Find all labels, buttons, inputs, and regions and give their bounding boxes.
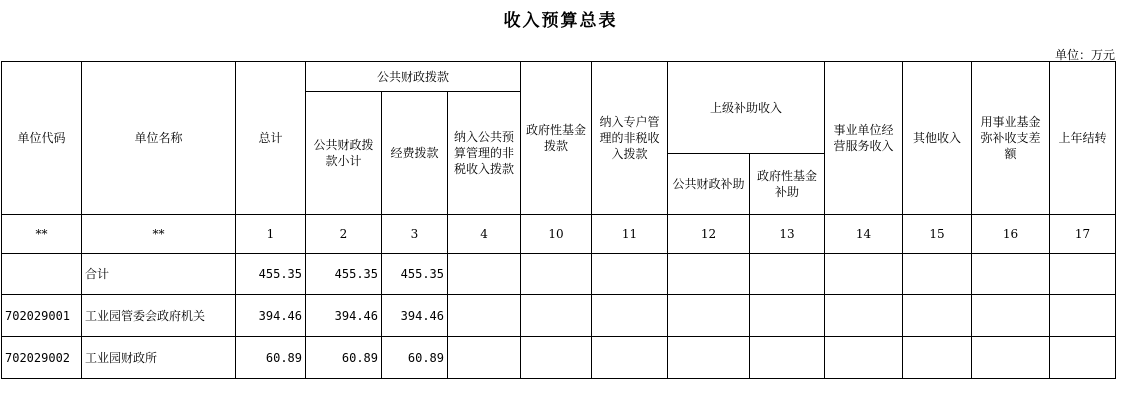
funding-cell: 60.89 [382,337,448,379]
index-row [2,215,1116,254]
index-cell: 15 [903,215,972,254]
index-cell: 2 [306,215,382,254]
header-total: 总计 [236,62,306,215]
header-carryover: 上年结转 [1050,62,1116,215]
index-cell: 10 [521,215,592,254]
subtotal-cell: 60.89 [306,337,382,379]
unit-label: 单位：万元 [1054,48,1115,62]
total-cell: 60.89 [236,337,306,379]
header-public-fiscal-group: 公共财政拨款 [306,62,521,92]
header-upper-subsidy-group: 上级补助收入 [668,62,825,154]
page-title: 收入预算总表 [503,11,618,31]
funding-cell: 394.46 [382,295,448,337]
unit-code-cell: 702029001 [2,295,82,337]
index-cell: 16 [972,215,1050,254]
table-row-total [2,254,1116,295]
header-nontax-special: 纳入专户管理的非税收入拨款 [592,62,668,215]
index-cell: 11 [592,215,668,254]
index-cell: ** [82,215,236,254]
header-gov-fund: 政府性基金拨款 [521,62,592,215]
header-public-fiscal-subtotal: 公共财政拨款小计 [306,92,382,215]
index-cell: 14 [825,215,903,254]
header-business-income: 事业单位经营服务收入 [825,62,903,215]
header-row-1 [2,62,1116,92]
unit-name-cell: 合计 [82,254,236,295]
header-unit-name: 单位名称 [82,62,236,215]
income-budget-table [1,61,1116,379]
index-cell: 3 [382,215,448,254]
header-funding-appropriation: 经费拨款 [382,92,448,215]
index-cell: 1 [236,215,306,254]
unit-code-cell: 702029002 [2,337,82,379]
index-cell: 4 [448,215,521,254]
funding-cell: 455.35 [382,254,448,295]
total-cell: 394.46 [236,295,306,337]
unit-code-cell [2,254,82,295]
header-nontax-in-budget: 纳入公共预算管理的非税收入拨款 [448,92,521,215]
index-cell: 13 [750,215,825,254]
index-cell: ** [2,215,82,254]
subtotal-cell: 455.35 [306,254,382,295]
header-unit-code: 单位代码 [2,62,82,215]
index-cell: 17 [1050,215,1116,254]
header-upper-public-fiscal: 公共财政补助 [668,154,750,215]
header-upper-gov-fund: 政府性基金补助 [750,154,825,215]
header-other-income: 其他收入 [903,62,972,215]
subtotal-cell: 394.46 [306,295,382,337]
unit-name-cell: 工业园管委会政府机关 [82,295,236,337]
table-row [2,295,1116,337]
header-fund-offset: 用事业基金弥补收支差额 [972,62,1050,215]
unit-name-cell: 工业园财政所 [82,337,236,379]
table-row [2,337,1116,379]
index-cell: 12 [668,215,750,254]
total-cell: 455.35 [236,254,306,295]
